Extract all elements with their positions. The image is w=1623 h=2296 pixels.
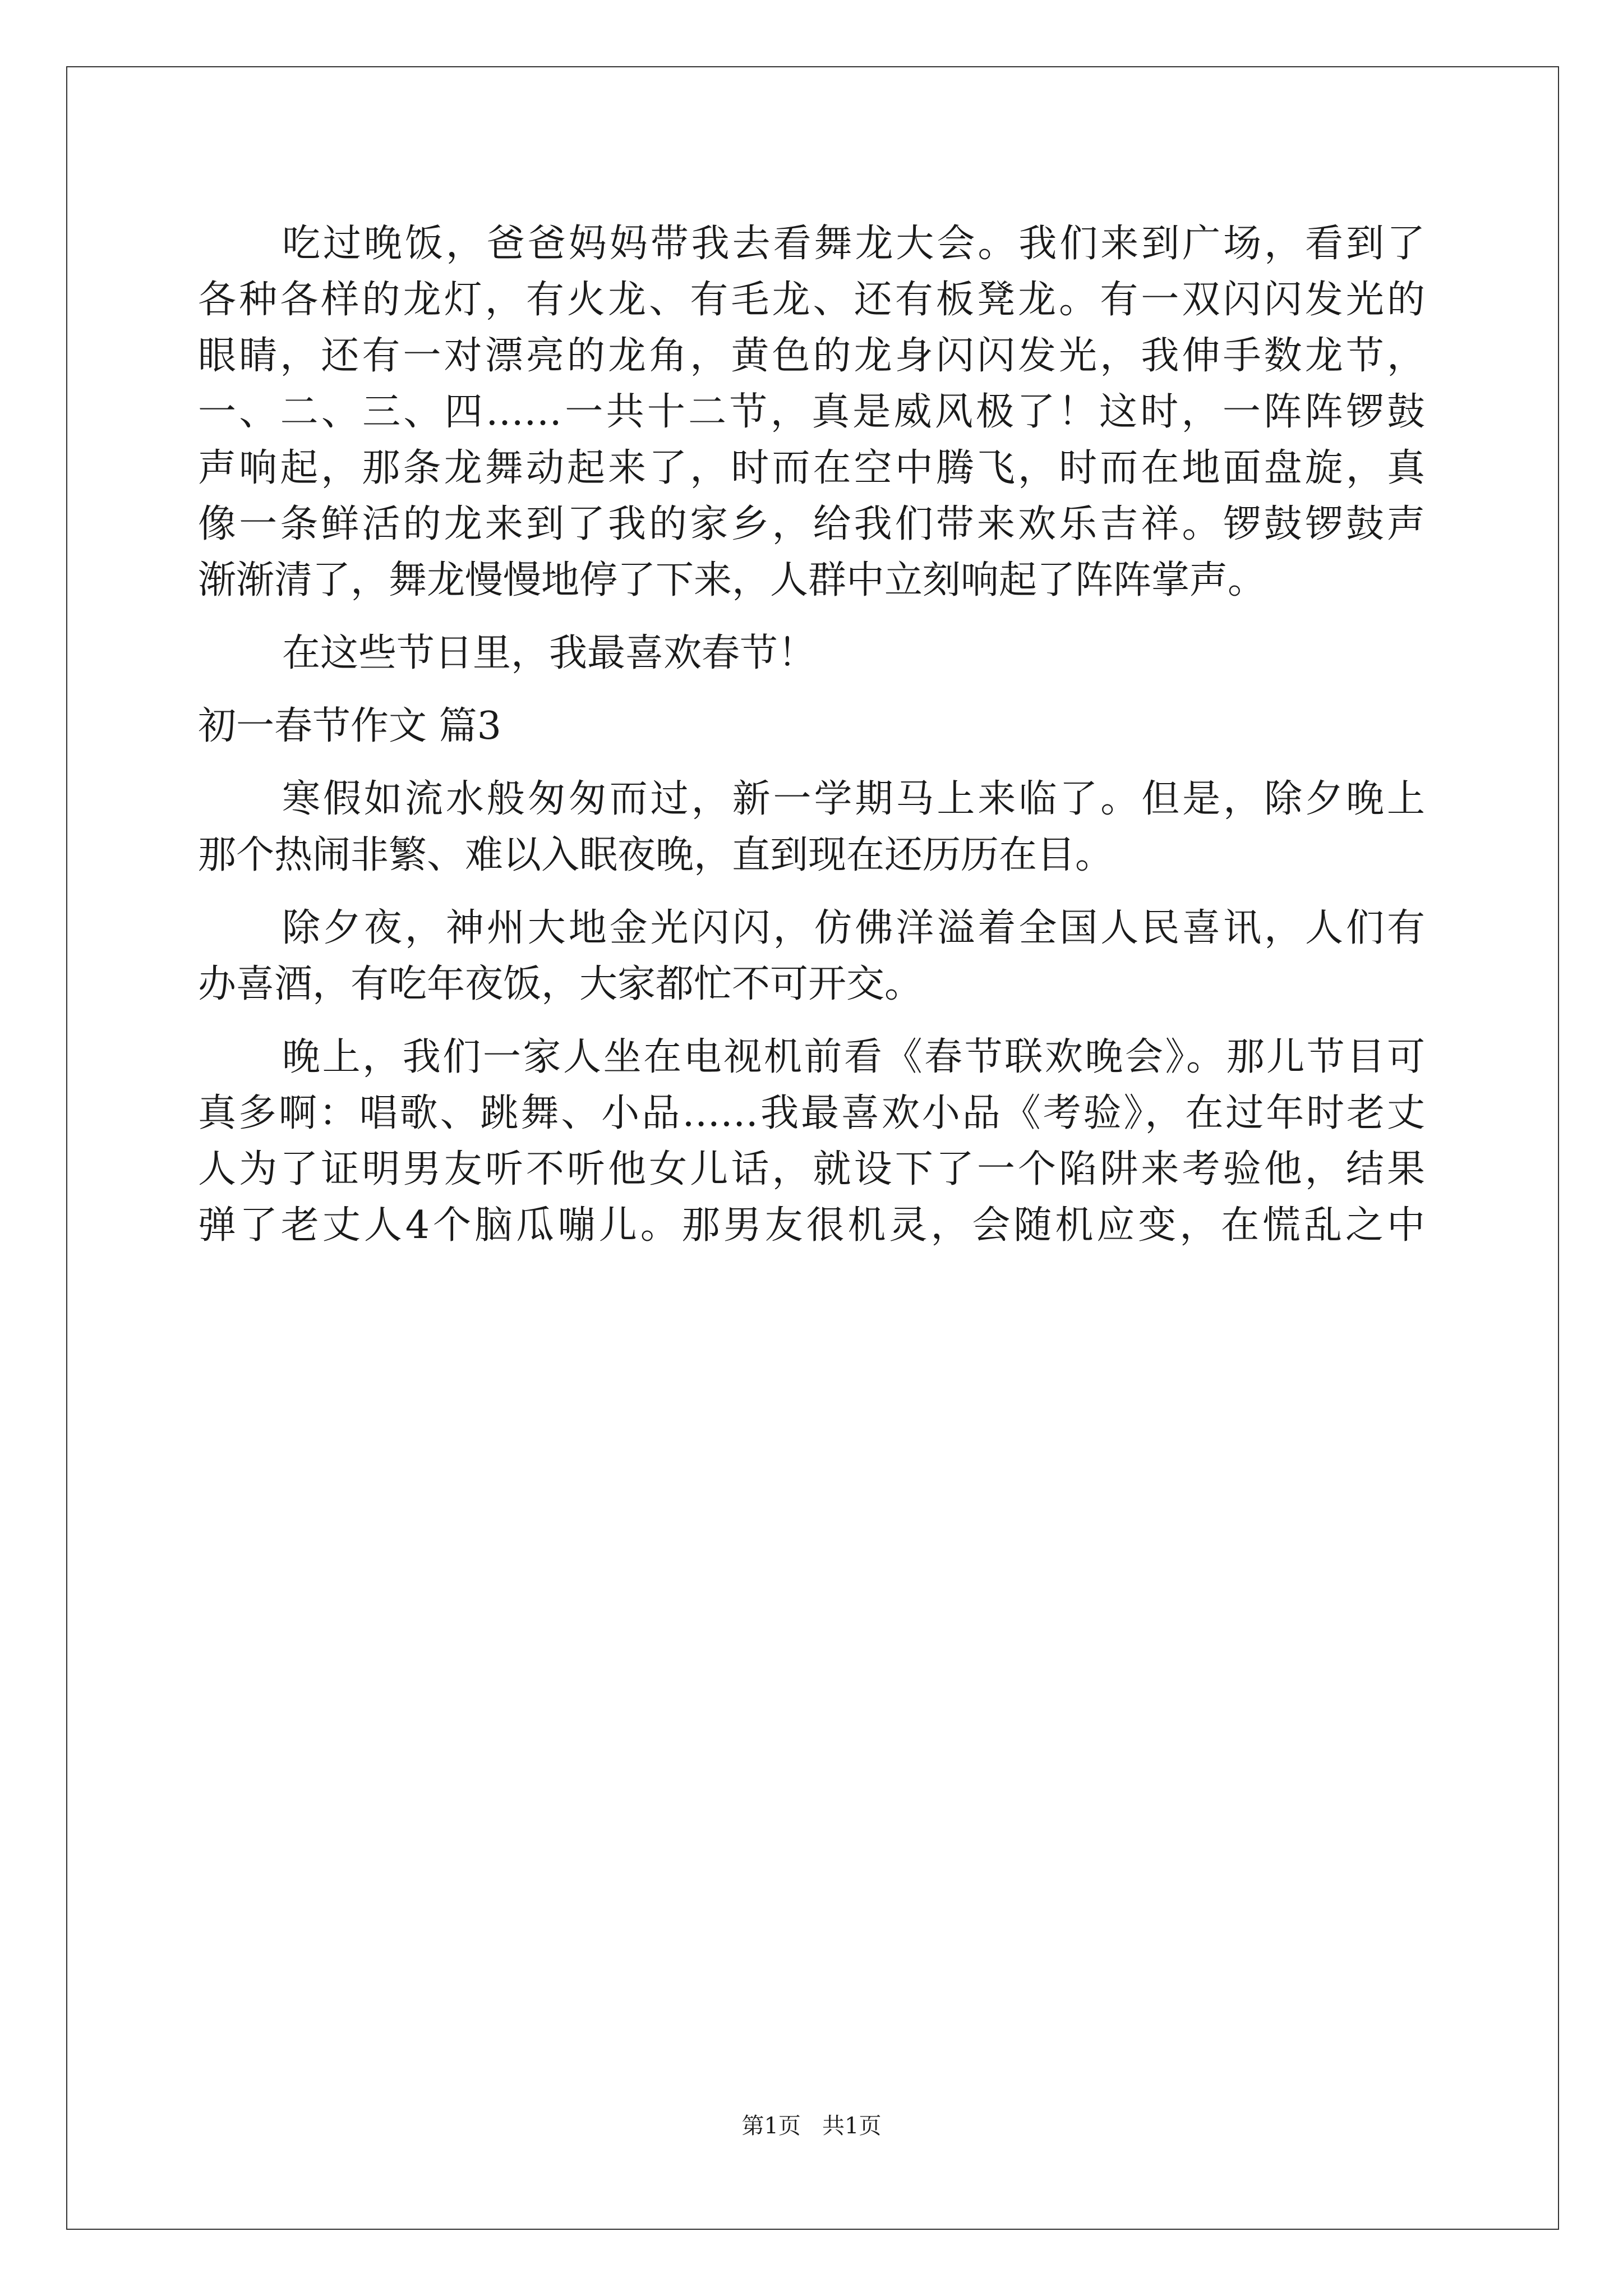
paragraph-line: 人为了证明男友听不听他女儿话，就设下了一个陷阱来考验他，结果: [198, 1147, 1425, 1191]
paragraph-line: 眼睛，还有一对漂亮的龙角，黄色的龙身闪闪发光，我伸手数龙节，: [198, 334, 1425, 378]
section-heading: 初一春节作文 篇3: [198, 704, 501, 748]
paragraph-line: 吃过晚饭，爸爸妈妈带我去看舞龙大会。我们来到广场，看到了: [282, 222, 1425, 266]
paragraph-line: 真多啊：唱歌、跳舞、小品……我最喜欢小品《考验》，在过年时老丈: [198, 1091, 1425, 1135]
paragraph-line: 弹了老丈人4个脑瓜嘣儿。那男友很机灵，会随机应变，在慌乱之中: [198, 1203, 1425, 1248]
paragraph-line: 渐渐清了，舞龙慢慢地停了下来，人群中立刻响起了阵阵掌声。: [198, 558, 1266, 602]
page-footer: 第1页 共1页: [741, 2113, 882, 2139]
paragraph-line: 寒假如流水般匆匆而过，新一学期马上来临了。但是，除夕晚上: [282, 777, 1425, 821]
paragraph-line: 各种各样的龙灯，有火龙、有毛龙、还有板凳龙。有一双闪闪发光的: [198, 278, 1425, 322]
paragraph-line: 那个热闹非繁、难以入眠夜晚，直到现在还历历在目。: [198, 833, 1114, 877]
paragraph-line: 在这些节日里，我最喜欢春节！: [282, 631, 817, 675]
paragraph-line: 像一条鲜活的龙来到了我的家乡，给我们带来欢乐吉祥。锣鼓锣鼓声: [198, 502, 1425, 546]
paragraph-line: 一、二、三、四……一共十二节，真是威风极了！这时，一阵阵锣鼓: [198, 390, 1425, 434]
paragraph-line: 声响起，那条龙舞动起来了，时而在空中腾飞，时而在地面盘旋，真: [198, 446, 1425, 490]
paragraph-line: 晚上，我们一家人坐在电视机前看《春节联欢晚会》。那儿节目可: [282, 1035, 1425, 1079]
paragraph-line: 办喜酒，有吃年夜饭，大家都忙不可开交。: [198, 962, 923, 1006]
paragraph-line: 除夕夜，神州大地金光闪闪，仿佛洋溢着全国人民喜讯，人们有: [282, 906, 1425, 950]
